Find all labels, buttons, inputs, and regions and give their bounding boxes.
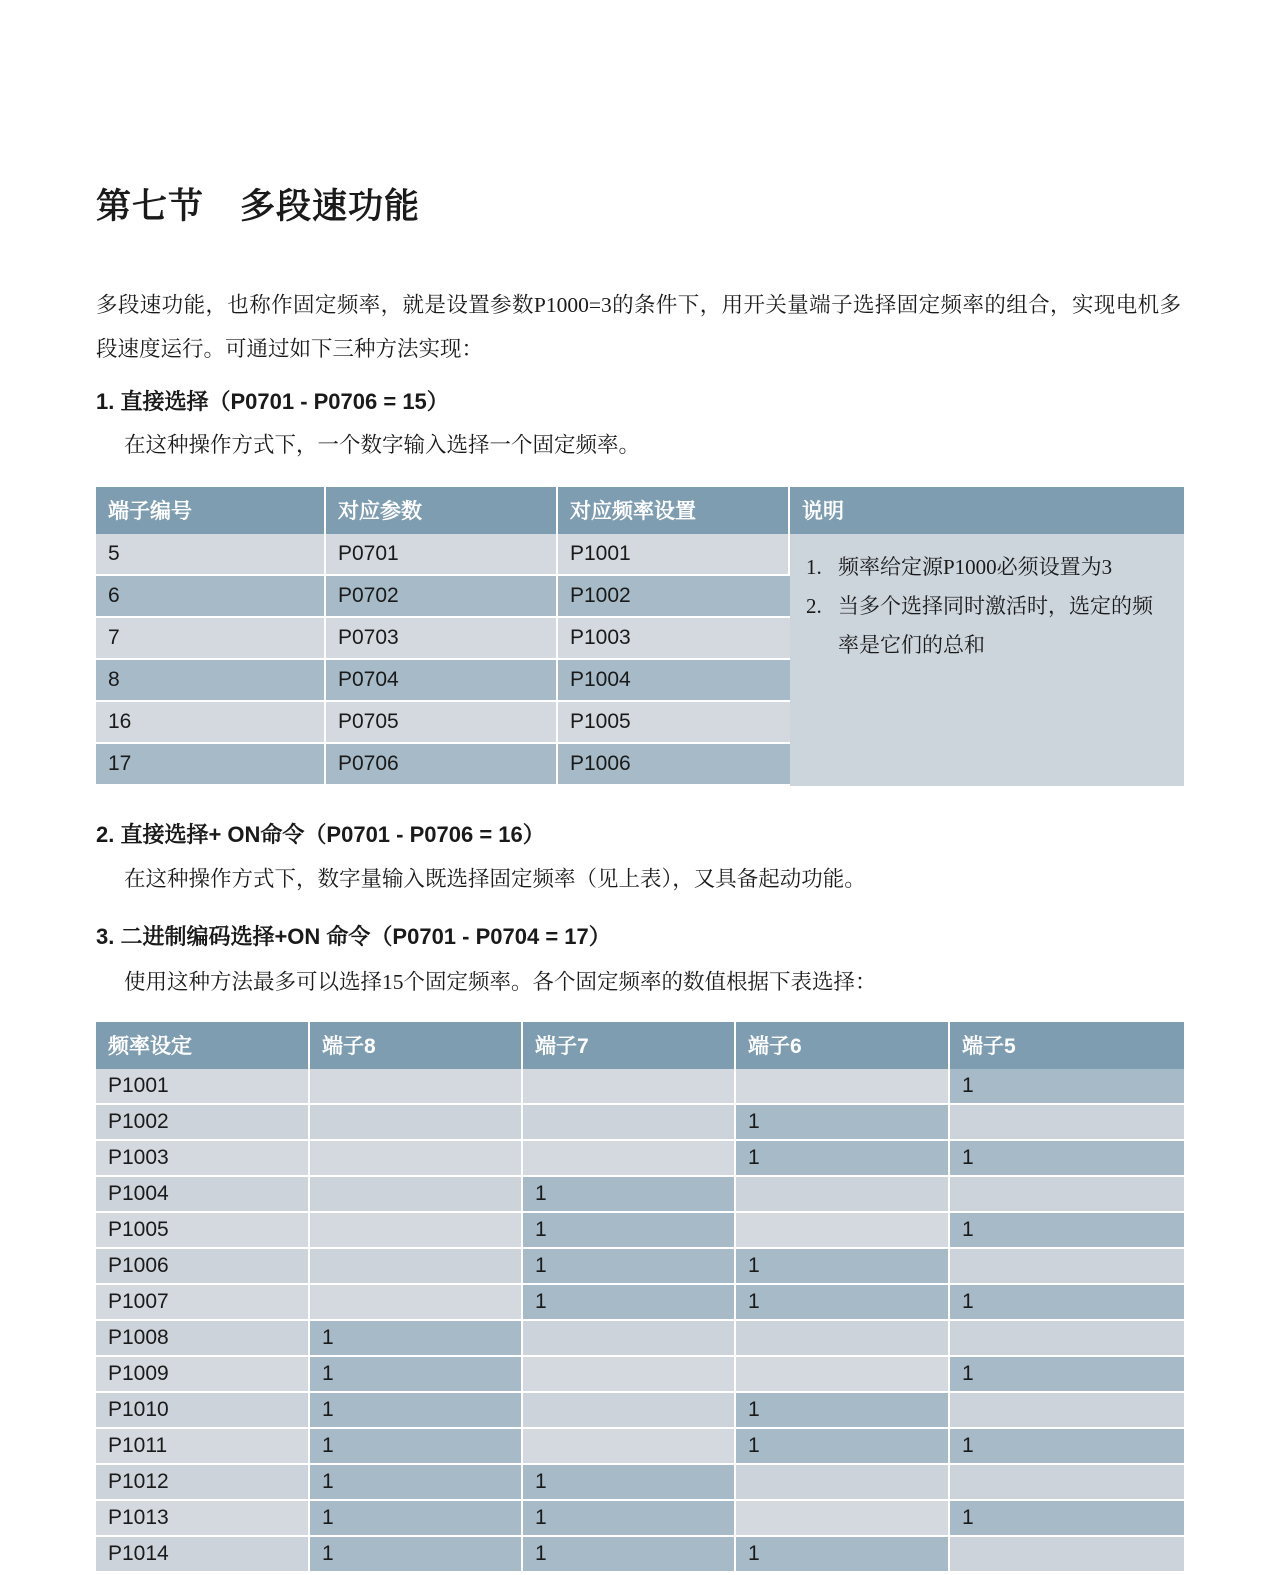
cell-terminal-6: 1 bbox=[736, 1393, 950, 1429]
cell-terminal-5: 1 bbox=[950, 1069, 1184, 1105]
table-row bbox=[96, 1069, 1184, 1105]
binary-code-selection-table bbox=[96, 1022, 1184, 1573]
cell-terminal-7 bbox=[523, 1105, 736, 1141]
cell-terminal-6 bbox=[736, 1213, 950, 1249]
table-row bbox=[96, 1465, 1184, 1501]
cell-terminal-5 bbox=[950, 1465, 1184, 1501]
cell-terminal-number: 7 bbox=[96, 618, 326, 660]
cell-terminal-7: 1 bbox=[523, 1465, 736, 1501]
section-2-paragraph: 在这种操作方式下，数字量输入既选择固定频率（见上表），又具备起动功能。 bbox=[124, 867, 866, 891]
terminal-parameter-table bbox=[96, 487, 1184, 786]
cell-frequency-setting: P1005 bbox=[558, 702, 790, 744]
cell-terminal-8: 1 bbox=[310, 1501, 523, 1537]
table-row bbox=[96, 1537, 1184, 1573]
col-header-terminal-6: 端子6 bbox=[736, 1022, 950, 1069]
table-row bbox=[96, 1321, 1184, 1357]
col-header-terminal-8: 端子8 bbox=[310, 1022, 523, 1069]
cell-terminal-5 bbox=[950, 1393, 1184, 1429]
cell-terminal-5: 1 bbox=[950, 1429, 1184, 1465]
cell-frequency-setting: P1001 bbox=[558, 534, 790, 576]
cell-terminal-7 bbox=[523, 1141, 736, 1177]
cell-frequency-setting: P1003 bbox=[558, 618, 790, 660]
table-row bbox=[96, 1105, 1184, 1141]
cell-terminal-8: 1 bbox=[310, 1429, 523, 1465]
table-row bbox=[96, 1285, 1184, 1321]
cell-frequency-label: P1001 bbox=[96, 1069, 310, 1105]
cell-terminal-8 bbox=[310, 1105, 523, 1141]
table-row bbox=[96, 534, 1184, 576]
note-item bbox=[806, 548, 1168, 587]
cell-terminal-number: 6 bbox=[96, 576, 326, 618]
table-row bbox=[96, 1249, 1184, 1285]
cell-terminal-8 bbox=[310, 1285, 523, 1321]
cell-frequency-setting: P1004 bbox=[558, 660, 790, 702]
cell-terminal-number: 5 bbox=[96, 534, 326, 576]
cell-description-notes bbox=[790, 534, 1184, 786]
section-1-heading: 1. 直接选择（P0701 - P0706 = 15） bbox=[96, 389, 449, 414]
cell-terminal-6: 1 bbox=[736, 1537, 950, 1573]
cell-parameter: P0703 bbox=[326, 618, 558, 660]
cell-terminal-7 bbox=[523, 1357, 736, 1393]
section-3-paragraph: 使用这种方法最多可以选择15个固定频率。各个固定频率的数值根据下表选择： bbox=[124, 970, 877, 994]
cell-terminal-6: 1 bbox=[736, 1285, 950, 1321]
cell-terminal-8 bbox=[310, 1213, 523, 1249]
cell-terminal-5: 1 bbox=[950, 1213, 1184, 1249]
col-header-parameter: 对应参数 bbox=[326, 487, 558, 534]
cell-terminal-6: 1 bbox=[736, 1141, 950, 1177]
cell-frequency-label: P1012 bbox=[96, 1465, 310, 1501]
cell-frequency-label: P1008 bbox=[96, 1321, 310, 1357]
cell-terminal-7 bbox=[523, 1069, 736, 1105]
cell-terminal-6 bbox=[736, 1357, 950, 1393]
table-header-row bbox=[96, 1022, 1184, 1069]
section-1-paragraph: 在这种操作方式下，一个数字输入选择一个固定频率。 bbox=[124, 433, 641, 457]
table-header-row bbox=[96, 487, 1184, 534]
cell-frequency-label: P1014 bbox=[96, 1537, 310, 1573]
note-marker: 2. bbox=[806, 594, 822, 618]
cell-frequency-label: P1007 bbox=[96, 1285, 310, 1321]
cell-terminal-8: 1 bbox=[310, 1465, 523, 1501]
table-row bbox=[96, 1357, 1184, 1393]
cell-terminal-6 bbox=[736, 1465, 950, 1501]
cell-terminal-5: 1 bbox=[950, 1285, 1184, 1321]
note-text: 当多个选择同时激活时，选定的频率是它们的总和 bbox=[838, 594, 1153, 657]
table-row bbox=[96, 1141, 1184, 1177]
cell-terminal-6 bbox=[736, 1501, 950, 1537]
cell-frequency-setting: P1002 bbox=[558, 576, 790, 618]
cell-frequency-label: P1005 bbox=[96, 1213, 310, 1249]
cell-terminal-5: 1 bbox=[950, 1501, 1184, 1537]
cell-terminal-5 bbox=[950, 1105, 1184, 1141]
cell-terminal-7 bbox=[523, 1393, 736, 1429]
cell-terminal-5 bbox=[950, 1177, 1184, 1213]
col-header-terminal-number: 端子编号 bbox=[96, 487, 326, 534]
cell-parameter: P0704 bbox=[326, 660, 558, 702]
notes-list bbox=[806, 548, 1168, 665]
cell-terminal-5: 1 bbox=[950, 1357, 1184, 1393]
cell-terminal-5 bbox=[950, 1249, 1184, 1285]
page-title: 第七节 多段速功能 bbox=[96, 187, 421, 226]
col-header-frequency-setting: 对应频率设置 bbox=[558, 487, 790, 534]
table-row bbox=[96, 1429, 1184, 1465]
cell-parameter: P0702 bbox=[326, 576, 558, 618]
cell-frequency-label: P1002 bbox=[96, 1105, 310, 1141]
cell-terminal-number: 17 bbox=[96, 744, 326, 786]
cell-terminal-7 bbox=[523, 1321, 736, 1357]
col-header-frequency-setting: 频率设定 bbox=[96, 1022, 310, 1069]
cell-terminal-7: 1 bbox=[523, 1537, 736, 1573]
cell-terminal-8: 1 bbox=[310, 1357, 523, 1393]
table-row bbox=[96, 1213, 1184, 1249]
cell-frequency-label: P1010 bbox=[96, 1393, 310, 1429]
section-3-heading: 3. 二进制编码选择+ON 命令（P0701 - P0704 = 17） bbox=[96, 924, 611, 949]
col-header-terminal-5: 端子5 bbox=[950, 1022, 1184, 1069]
note-item bbox=[806, 587, 1168, 665]
cell-terminal-7: 1 bbox=[523, 1501, 736, 1537]
table-row bbox=[96, 1501, 1184, 1537]
cell-frequency-label: P1011 bbox=[96, 1429, 310, 1465]
cell-frequency-label: P1006 bbox=[96, 1249, 310, 1285]
cell-terminal-number: 8 bbox=[96, 660, 326, 702]
cell-parameter: P0701 bbox=[326, 534, 558, 576]
cell-terminal-6 bbox=[736, 1069, 950, 1105]
note-text: 频率给定源P1000必须设置为3 bbox=[838, 555, 1113, 579]
cell-terminal-7: 1 bbox=[523, 1249, 736, 1285]
cell-frequency-label: P1004 bbox=[96, 1177, 310, 1213]
cell-terminal-5 bbox=[950, 1321, 1184, 1357]
cell-terminal-6: 1 bbox=[736, 1429, 950, 1465]
col-header-description: 说明 bbox=[790, 487, 1184, 534]
cell-terminal-7: 1 bbox=[523, 1177, 736, 1213]
cell-terminal-8: 1 bbox=[310, 1393, 523, 1429]
cell-terminal-7: 1 bbox=[523, 1285, 736, 1321]
cell-terminal-number: 16 bbox=[96, 702, 326, 744]
cell-terminal-6 bbox=[736, 1177, 950, 1213]
cell-terminal-7: 1 bbox=[523, 1213, 736, 1249]
cell-frequency-label: P1009 bbox=[96, 1357, 310, 1393]
cell-terminal-7 bbox=[523, 1429, 736, 1465]
cell-terminal-8: 1 bbox=[310, 1537, 523, 1573]
cell-terminal-8 bbox=[310, 1069, 523, 1105]
cell-terminal-6: 1 bbox=[736, 1105, 950, 1141]
cell-parameter: P0705 bbox=[326, 702, 558, 744]
section-2-heading: 2. 直接选择+ ON命令（P0701 - P0706 = 16） bbox=[96, 822, 545, 847]
intro-paragraph: 多段速功能，也称作固定频率，就是设置参数P1000=3的条件下，用开关量端子选择固定频率的组合，实现电机多段速度运行。可通过如下三种方法实现： bbox=[96, 293, 1181, 361]
note-marker: 1. bbox=[806, 555, 822, 579]
table-row bbox=[96, 1393, 1184, 1429]
cell-frequency-setting: P1006 bbox=[558, 744, 790, 786]
cell-terminal-6: 1 bbox=[736, 1249, 950, 1285]
cell-terminal-8 bbox=[310, 1177, 523, 1213]
cell-frequency-label: P1013 bbox=[96, 1501, 310, 1537]
cell-terminal-8 bbox=[310, 1141, 523, 1177]
binary-table-body bbox=[96, 1069, 1184, 1573]
cell-parameter: P0706 bbox=[326, 744, 558, 786]
cell-terminal-5 bbox=[950, 1537, 1184, 1573]
cell-terminal-6 bbox=[736, 1321, 950, 1357]
cell-terminal-8: 1 bbox=[310, 1321, 523, 1357]
cell-terminal-8 bbox=[310, 1249, 523, 1285]
cell-terminal-5: 1 bbox=[950, 1141, 1184, 1177]
cell-frequency-label: P1003 bbox=[96, 1141, 310, 1177]
table-row bbox=[96, 1177, 1184, 1213]
col-header-terminal-7: 端子7 bbox=[523, 1022, 736, 1069]
